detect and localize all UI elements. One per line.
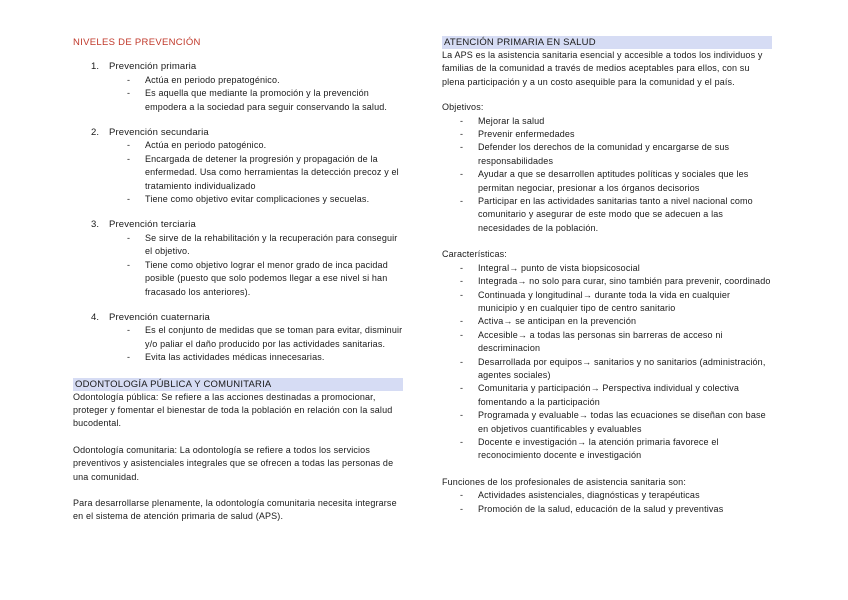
- list-item: - Actúa en periodo patogénico.: [73, 139, 403, 152]
- list-item: - Es aquella que mediante la promoción y la prevención empodera a la sociedad para seguir conservando la salud.: [73, 87, 403, 114]
- caracteristicas-label: Características:: [442, 249, 507, 260]
- level-number: 4.: [91, 311, 100, 323]
- objetivos-label: Objetivos:: [442, 102, 484, 113]
- paragraph-publica: Odontología pública: Se refiere a las acciones destinadas a promocionar, proteger y fomentar el bienestar de toda la población en relación con la salud bucodental.: [73, 391, 393, 429]
- list-item: - Desarrollada por equipos→ sanitarios y no sanitarios (administración, agentes sociales): [442, 356, 772, 383]
- level-1: [73, 60, 403, 114]
- list-item: - Comunitaria y participación→ Perspectiva individual y colectiva fomentando a la participación: [442, 382, 772, 409]
- left-column: [73, 36, 403, 524]
- level-3: [73, 218, 403, 298]
- list-item: - Actividades asistenciales, diagnósticas y terapéuticas: [442, 489, 772, 502]
- list-item: - Evita las actividades médicas innecesarias.: [73, 351, 403, 364]
- list-item: - Participar en las actividades sanitarias tanto a nivel nacional como comunitario y asegurar de este modo que se adecuen a las necesidades de la población.: [442, 195, 772, 235]
- odontologia-title: ODONTOLOGÍA PÚBLICA Y COMUNITARIA: [73, 378, 403, 391]
- list-item: - Prevenir enfermedades: [442, 128, 772, 141]
- aps-title: ATENCIÓN PRIMARIA EN SALUD: [442, 36, 772, 49]
- list-item: - Integrada→ no solo para curar, sino también para prevenir, coordinado: [442, 275, 772, 288]
- level-title: Prevención secundaria: [109, 127, 209, 139]
- list-item: - Integral→ punto de vista biopsicosocial: [442, 262, 772, 275]
- right-column: [442, 36, 772, 516]
- list-item: - Continuada y longitudinal→ durante toda la vida en cualquier municipio y en cualquier tipo de centro sanitario: [442, 289, 772, 316]
- list-item: - Se sirve de la rehabilitación y la recuperación para conseguir el objetivo.: [73, 232, 403, 259]
- list-item: - Promoción de la salud, educación de la salud y preventivas: [442, 503, 772, 516]
- list-item: - Programada y evaluable→ todas las ecuaciones se diseñan con base en objetivos cuantificables y evaluables: [442, 409, 772, 436]
- list-item: - Tiene como objetivo lograr el menor grado de inca pacidad posible (puesto que solo podemos llegar a ese nivel si han fracasado los anteriores).: [73, 259, 403, 299]
- paragraph-comunitaria: Odontología comunitaria: La odontología se refiere a todos los servicios preventivos y asistenciales integrales que se ofrecen a todas las personas de una comunidad.: [73, 444, 394, 482]
- list-item: - Mejorar la salud: [442, 115, 772, 128]
- list-item: - Es el conjunto de medidas que se toman para evitar, disminuir y/o paliar el daño producido por las actividades sanitarias.: [73, 324, 403, 351]
- level-4: [73, 311, 403, 365]
- niveles-title: NIVELES DE PREVENCIÓN: [73, 37, 201, 48]
- level-2: [73, 126, 403, 206]
- level-number: 1.: [91, 61, 100, 73]
- objetivos-list: [442, 115, 772, 236]
- list-item: - Actúa en periodo prepatogénico.: [73, 74, 403, 87]
- paragraph-aps: Para desarrollarse plenamente, la odontología comunitaria necesita integrarse en el sistema de atención primaria de salud (APS).: [73, 497, 397, 522]
- funciones-label: Funciones de los profesionales de asistencia sanitaria son:: [442, 476, 686, 487]
- level-title: Prevención primaria: [109, 61, 197, 73]
- list-item: - Encargada de detener la progresión y propagación de la enfermedad. Usa como herramientas la detección precoz y el tratamiento individualizado: [73, 153, 403, 193]
- list-item: - Docente e investigación→ la atención primaria favorece el reconocimiento docente e investigación: [442, 436, 772, 463]
- list-item: - Ayudar a que se desarrollen aptitudes políticas y sociales que les permitan negociar, presionar a los órganos decisorios: [442, 168, 772, 195]
- level-number: 3.: [91, 219, 100, 231]
- list-item: - Accesible→ a todas las personas sin barreras de acceso ni descriminacion: [442, 329, 772, 356]
- aps-intro: La APS es la asistencia sanitaria esencial y accesible a todos los individuos y familias de la comunidad a través de medios aceptables para ellos, con su plena participación y a un costo asequible para la comunidad y el país.: [442, 50, 763, 87]
- list-item: - Activa→ se anticipan en la prevención: [442, 315, 772, 328]
- level-number: 2.: [91, 127, 100, 139]
- caracteristicas-list: [442, 262, 772, 463]
- level-title: Prevención cuaternaria: [109, 311, 210, 323]
- list-item: - Tiene como objetivo evitar complicaciones y secuelas.: [73, 193, 403, 206]
- list-item: - Defender los derechos de la comunidad y encargarse de sus responsabilidades: [442, 141, 772, 168]
- level-title: Prevención terciaria: [109, 219, 196, 231]
- funciones-list: [442, 489, 772, 516]
